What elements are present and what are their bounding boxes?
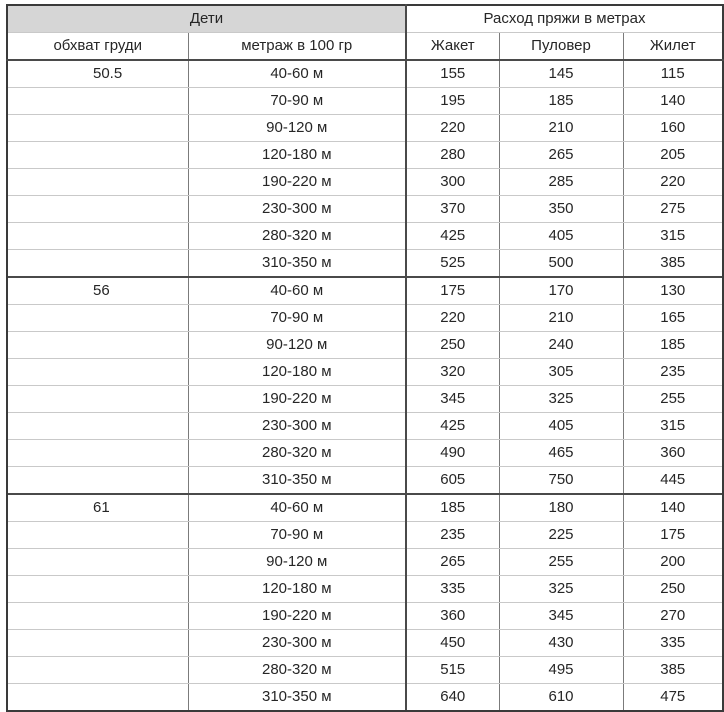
table-row	[7, 549, 723, 576]
vest-cell: 140	[623, 494, 723, 522]
vest-cell: 360	[623, 440, 723, 467]
table-row	[7, 413, 723, 440]
pullover-cell: 750	[499, 467, 623, 495]
vest-cell: 335	[623, 630, 723, 657]
chest-size-cell: 50.5	[7, 60, 188, 88]
meterage-cell: 280-320 м	[188, 223, 406, 250]
jacket-cell: 515	[406, 657, 499, 684]
vest-cell: 175	[623, 522, 723, 549]
chest-size-cell	[7, 549, 188, 576]
chest-size-cell	[7, 413, 188, 440]
meterage-cell: 70-90 м	[188, 305, 406, 332]
table-row	[7, 630, 723, 657]
jacket-cell: 265	[406, 549, 499, 576]
jacket-cell: 320	[406, 359, 499, 386]
table-row	[7, 603, 723, 630]
meterage-cell: 280-320 м	[188, 657, 406, 684]
vest-cell: 115	[623, 60, 723, 88]
meterage-cell: 230-300 м	[188, 413, 406, 440]
chest-size-cell	[7, 467, 188, 495]
column-header-jacket: Жакет	[406, 33, 499, 61]
jacket-cell: 450	[406, 630, 499, 657]
vest-cell: 250	[623, 576, 723, 603]
table-row	[7, 169, 723, 196]
pullover-cell: 500	[499, 250, 623, 278]
vest-cell: 220	[623, 169, 723, 196]
pullover-cell: 285	[499, 169, 623, 196]
column-header-meterage: метраж в 100 гр	[188, 33, 406, 61]
meterage-cell: 70-90 м	[188, 88, 406, 115]
vest-cell: 200	[623, 549, 723, 576]
jacket-cell: 155	[406, 60, 499, 88]
table-row	[7, 305, 723, 332]
meterage-cell: 40-60 м	[188, 277, 406, 305]
table-row	[7, 142, 723, 169]
pullover-cell: 325	[499, 576, 623, 603]
pullover-cell: 430	[499, 630, 623, 657]
table-row	[7, 494, 723, 522]
vest-cell: 445	[623, 467, 723, 495]
jacket-cell: 220	[406, 115, 499, 142]
meterage-cell: 40-60 м	[188, 494, 406, 522]
jacket-cell: 525	[406, 250, 499, 278]
column-header-chest: обхват груди	[7, 33, 188, 61]
meterage-cell: 120-180 м	[188, 142, 406, 169]
vest-cell: 385	[623, 250, 723, 278]
meterage-cell: 310-350 м	[188, 250, 406, 278]
jacket-cell: 235	[406, 522, 499, 549]
table-row	[7, 115, 723, 142]
table-row	[7, 386, 723, 413]
meterage-cell: 190-220 м	[188, 169, 406, 196]
meterage-cell: 310-350 м	[188, 467, 406, 495]
vest-cell: 130	[623, 277, 723, 305]
pullover-cell: 495	[499, 657, 623, 684]
meterage-cell: 120-180 м	[188, 359, 406, 386]
jacket-cell: 250	[406, 332, 499, 359]
table-row	[7, 576, 723, 603]
consumption-group-header: Расход пряжи в метрах	[406, 5, 723, 33]
chest-size-cell	[7, 196, 188, 223]
vest-cell: 385	[623, 657, 723, 684]
meterage-cell: 70-90 м	[188, 522, 406, 549]
meterage-cell: 40-60 м	[188, 60, 406, 88]
chest-size-cell	[7, 522, 188, 549]
pullover-cell: 325	[499, 386, 623, 413]
pullover-cell: 350	[499, 196, 623, 223]
jacket-cell: 640	[406, 684, 499, 712]
vest-cell: 205	[623, 142, 723, 169]
chest-size-cell	[7, 142, 188, 169]
jacket-cell: 425	[406, 413, 499, 440]
chest-size-cell	[7, 386, 188, 413]
pullover-cell: 405	[499, 413, 623, 440]
meterage-cell: 190-220 м	[188, 603, 406, 630]
vest-cell: 475	[623, 684, 723, 712]
table-row	[7, 522, 723, 549]
pullover-cell: 225	[499, 522, 623, 549]
meterage-cell: 310-350 м	[188, 684, 406, 712]
jacket-cell: 370	[406, 196, 499, 223]
pullover-cell: 345	[499, 603, 623, 630]
jacket-cell: 185	[406, 494, 499, 522]
pullover-cell: 180	[499, 494, 623, 522]
meterage-cell: 230-300 м	[188, 196, 406, 223]
chest-size-cell	[7, 169, 188, 196]
pullover-cell: 185	[499, 88, 623, 115]
meterage-cell: 190-220 м	[188, 386, 406, 413]
jacket-cell: 345	[406, 386, 499, 413]
pullover-cell: 255	[499, 549, 623, 576]
chest-size-cell	[7, 332, 188, 359]
column-header-pullover: Пуловер	[499, 33, 623, 61]
jacket-cell: 425	[406, 223, 499, 250]
vest-cell: 315	[623, 223, 723, 250]
table-row	[7, 223, 723, 250]
chest-size-cell	[7, 684, 188, 712]
jacket-cell: 280	[406, 142, 499, 169]
vest-cell: 140	[623, 88, 723, 115]
chest-size-cell	[7, 115, 188, 142]
table-row	[7, 88, 723, 115]
table-row	[7, 332, 723, 359]
meterage-cell: 90-120 м	[188, 332, 406, 359]
vest-cell: 315	[623, 413, 723, 440]
chest-size-cell	[7, 576, 188, 603]
vest-cell: 165	[623, 305, 723, 332]
chest-size-cell	[7, 630, 188, 657]
jacket-cell: 605	[406, 467, 499, 495]
chest-size-cell	[7, 305, 188, 332]
chest-size-cell	[7, 603, 188, 630]
kids-group-header: Дети	[7, 5, 406, 33]
vest-cell: 255	[623, 386, 723, 413]
pullover-cell: 145	[499, 60, 623, 88]
table-row	[7, 250, 723, 278]
vest-cell: 275	[623, 196, 723, 223]
pullover-cell: 240	[499, 332, 623, 359]
chest-size-cell	[7, 359, 188, 386]
meterage-cell: 120-180 м	[188, 576, 406, 603]
table-row	[7, 657, 723, 684]
jacket-cell: 360	[406, 603, 499, 630]
jacket-cell: 490	[406, 440, 499, 467]
jacket-cell: 175	[406, 277, 499, 305]
pullover-cell: 405	[499, 223, 623, 250]
pullover-cell: 210	[499, 305, 623, 332]
vest-cell: 235	[623, 359, 723, 386]
chest-size-cell	[7, 223, 188, 250]
pullover-cell: 170	[499, 277, 623, 305]
pullover-cell: 210	[499, 115, 623, 142]
meterage-cell: 90-120 м	[188, 549, 406, 576]
meterage-cell: 280-320 м	[188, 440, 406, 467]
table-row	[7, 359, 723, 386]
header-row-top	[7, 5, 723, 33]
jacket-cell: 335	[406, 576, 499, 603]
chest-size-cell	[7, 88, 188, 115]
vest-cell: 160	[623, 115, 723, 142]
jacket-cell: 195	[406, 88, 499, 115]
header-row-columns	[7, 33, 723, 61]
yarn-consumption-table	[6, 4, 724, 712]
chest-size-cell: 56	[7, 277, 188, 305]
meterage-cell: 90-120 м	[188, 115, 406, 142]
table-row	[7, 440, 723, 467]
vest-cell: 185	[623, 332, 723, 359]
table-body	[7, 5, 723, 711]
chest-size-cell	[7, 440, 188, 467]
chest-size-cell: 61	[7, 494, 188, 522]
jacket-cell: 300	[406, 169, 499, 196]
table-row	[7, 684, 723, 712]
meterage-cell: 230-300 м	[188, 630, 406, 657]
chest-size-cell	[7, 250, 188, 278]
column-header-vest: Жилет	[623, 33, 723, 61]
chest-size-cell	[7, 657, 188, 684]
table-row	[7, 60, 723, 88]
pullover-cell: 305	[499, 359, 623, 386]
table-row	[7, 277, 723, 305]
table-row	[7, 196, 723, 223]
pullover-cell: 610	[499, 684, 623, 712]
pullover-cell: 465	[499, 440, 623, 467]
pullover-cell: 265	[499, 142, 623, 169]
table-row	[7, 467, 723, 495]
jacket-cell: 220	[406, 305, 499, 332]
vest-cell: 270	[623, 603, 723, 630]
